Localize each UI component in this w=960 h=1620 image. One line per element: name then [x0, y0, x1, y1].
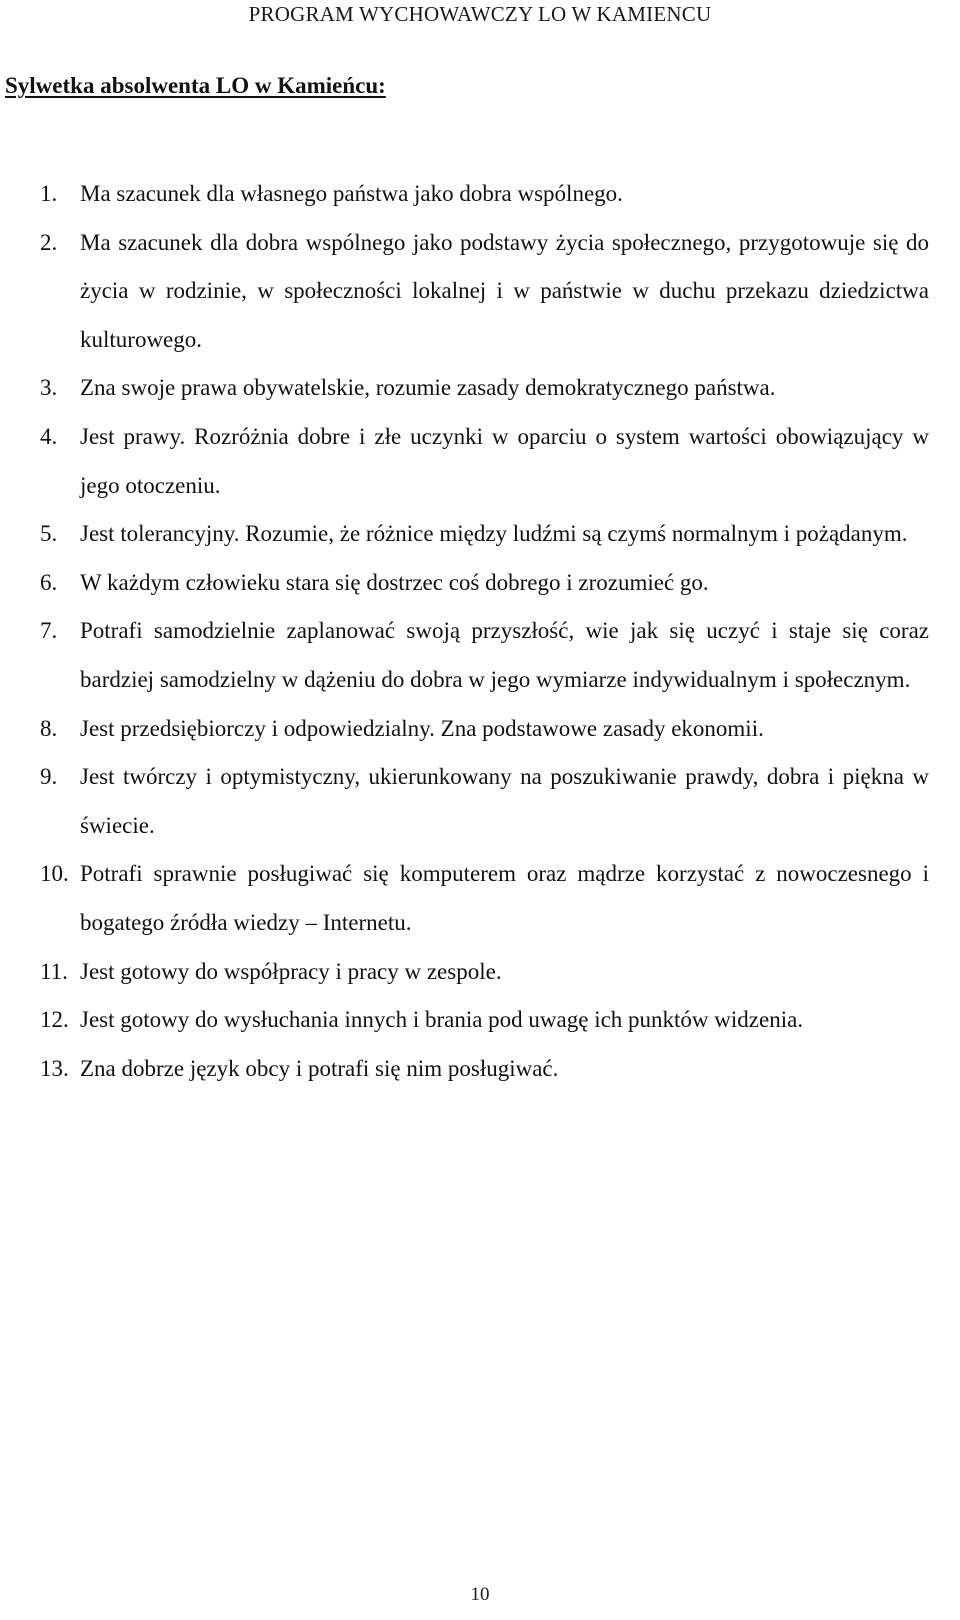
list-item-number: 4. [40, 423, 58, 449]
list-item [0, 364, 960, 413]
list-item-number: 8. [40, 715, 58, 741]
list-item-number: 9. [40, 764, 58, 790]
list-item-number: 2. [40, 229, 58, 255]
list-item [0, 850, 960, 947]
list-item-number: 11. [40, 958, 68, 984]
list-item-number: 10. [40, 861, 69, 887]
graduate-profile-list [0, 170, 960, 1093]
list-item-text: Jest prawy. Rozróżnia dobre i złe uczynki w oparciu o system wartości obowiązujący w jego otoczeniu. [80, 423, 929, 498]
list-item-number: 5. [40, 521, 58, 547]
list-item-text: Ma szacunek dla dobra wspólnego jako podstawy życia społecznego, przygotowuje się do życia w rodzinie, w społeczności lokalnej i w państwie w duchu przekazu dziedzictwa kulturowego. [80, 229, 929, 352]
list-item-text: Jest tolerancyjny. Rozumie, że różnice między ludźmi są czymś normalnym i pożądanym. [80, 521, 908, 547]
running-header: PROGRAM WYCHOWAWCZY LO W KAMIENCU [248, 2, 712, 26]
list-item-number: 3. [40, 375, 58, 401]
list-item-text: Zna dobrze język obcy i potrafi się nim posługiwać. [80, 1055, 559, 1081]
list-item [0, 996, 960, 1045]
list-item-number: 7. [40, 618, 58, 644]
list-item [0, 413, 960, 510]
page-number: 10 [470, 1584, 490, 1605]
list-item [0, 510, 960, 559]
list-item-text: Jest gotowy do współpracy i pracy w zespole. [80, 958, 502, 984]
list-item-number: 1. [40, 181, 58, 206]
list-item-text: Jest gotowy do wysłuchania innych i brania pod uwagę ich punktów widzenia. [80, 1007, 804, 1033]
list-item-text: W każdym człowieku stara się dostrzec coś dobrego i zrozumieć go. [80, 569, 709, 595]
list-item [0, 559, 960, 608]
list-item-text: Ma szacunek dla własnego państwa jako dobra wspólnego. [80, 181, 623, 206]
list-item-text: Jest twórczy i optymistyczny, ukierunkowany na poszukiwanie prawdy, dobra i piękna w świecie. [80, 764, 929, 838]
list-item [0, 170, 960, 219]
list-item [0, 705, 960, 754]
list-item-number: 12. [40, 1007, 69, 1033]
list-item [0, 948, 960, 997]
list-item-text: Jest przedsiębiorczy i odpowiedzialny. Zna podstawowe zasady ekonomii. [80, 715, 764, 741]
list-item [0, 219, 960, 365]
list-item [0, 1045, 960, 1094]
section-title: Sylwetka absolwenta LO w Kamieńcu: [5, 73, 386, 98]
list-item-text: Potrafi samodzielnie zaplanować swoją przyszłość, wie jak się uczyć i staje się coraz bardziej samodzielny w dążeniu do dobra w jego wymiarze indywidualnym i społecznym. [80, 618, 929, 692]
list-item [0, 607, 960, 704]
list-item-text: Potrafi sprawnie posługiwać się komputerem oraz mądrze korzystać z nowoczesnego i bogatego źródła wiedzy – Internetu. [80, 861, 929, 935]
list-item [0, 753, 960, 850]
list-item-number: 13. [40, 1055, 69, 1081]
list-item-text: Zna swoje prawa obywatelskie, rozumie zasady demokratycznego państwa. [80, 375, 776, 401]
list-item-number: 6. [40, 569, 58, 595]
